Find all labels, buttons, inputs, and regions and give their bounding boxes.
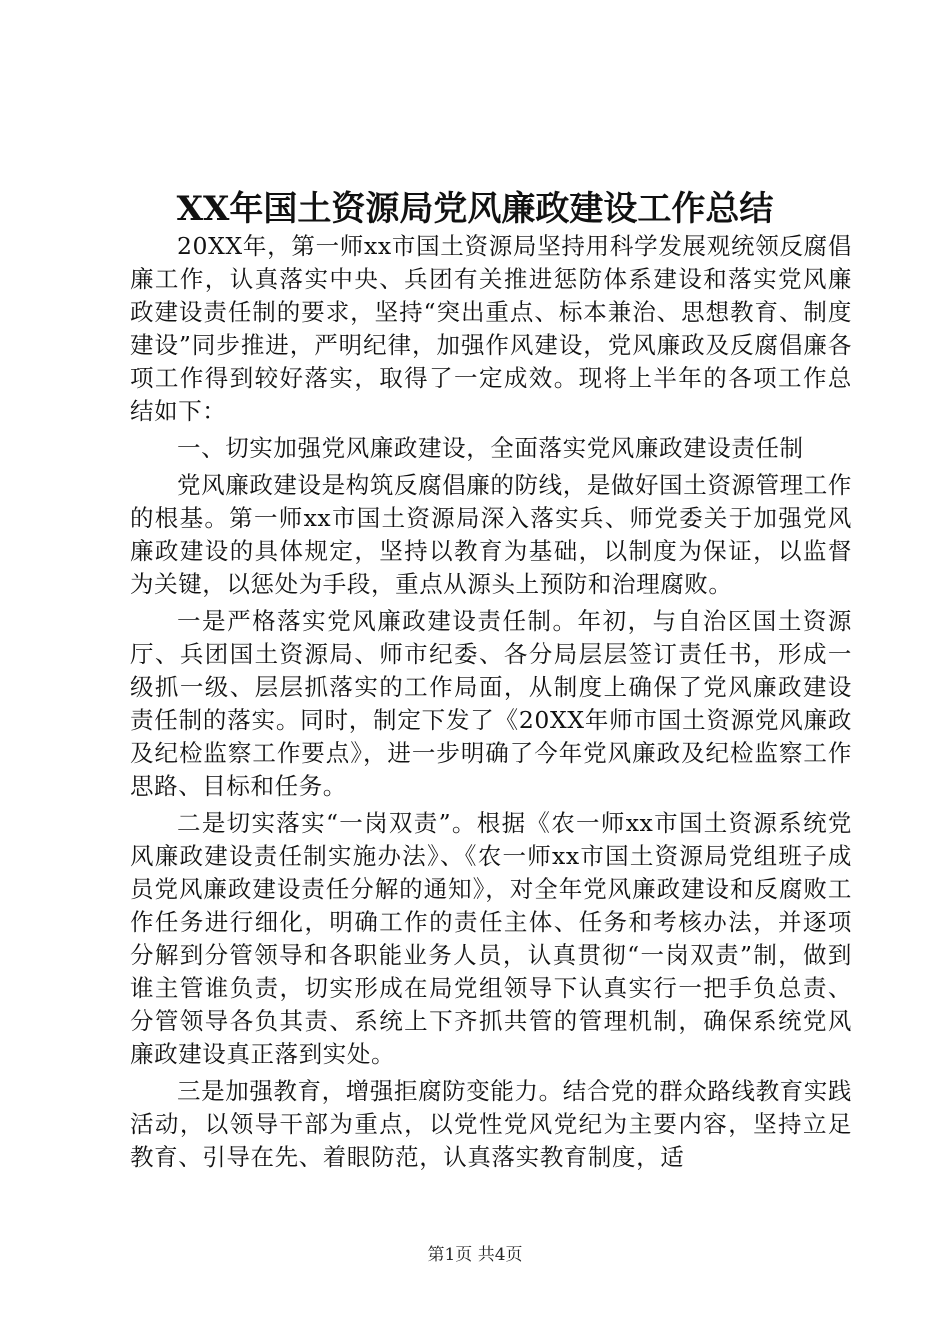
document-title: XX年国土资源局党风廉政建设工作总结 [176, 189, 774, 229]
paragraph-education: 三是加强教育，增强拒腐防变能力。结合党的群众路线教育实践活动，以领导干部为重点，以党性党风党纪为主要内容，坚持立足教育、引导在先、着眼防范，认真落实教育制度，适 [130, 1077, 852, 1171]
section-heading-1: 一、切实加强党风廉政建设，全面落实党风廉政建设责任制 [177, 434, 804, 462]
paragraph-foundation: 党风廉政建设是构筑反腐倡廉的防线，是做好国土资源管理工作的根基。第一师xx市国土资源局深入落实兵、师党委关于加强党风廉政建设的具体规定，坚持以教育为基础，以制度为保证，以监督为关键，以惩处为手段，重点从源头上预防和治理腐败。 [130, 471, 852, 598]
paragraph-intro: 20XX年，第一师xx市国土资源局坚持用科学发展观统领反腐倡廉工作，认真落实中央、兵团有关推进惩防体系建设和落实党风廉政建设责任制的要求，坚持“突出重点、标本兼治、思想教育、制度建设”同步推进，严明纪律，加强作风建设，党风廉政及反腐倡廉各项工作得到较好落实，取得了一定成效。现将上半年的各项工作总结如下： [130, 232, 852, 425]
paragraph-responsibility: 一是严格落实党风廉政建设责任制。年初，与自治区国土资源厅、兵团国土资源局、师市纪委、各分局层层签订责任书，形成一级抓一级、层层抓落实的工作局面，从制度上确保了党风廉政建设责任制的落实。同时，制定下发了《20XX年师市国土资源党风廉政及纪检监察工作要点》，进一步明确了今年党风廉政及纪检监察工作思路、目标和任务。 [130, 607, 852, 800]
paragraph-one-post-two-duties: 二是切实落实“一岗双责”。根据《农一师xx市国土资源系统党风廉政建设责任制实施办法》、《农一师xx市国土资源局党组班子成员党风廉政建设责任分解的通知》，对全年党风廉政建设和反腐败工作任务进行细化，明确工作的责任主体、任务和考核办法，并逐项分解到分管领导和各职能业务人员，认真贯彻“一岗双责”制，做到谁主管谁负责，切实形成在局党组领导下认真实行一把手负总责、分管领导各负其责、系统上下齐抓共管的管理机制，确保系统党风廉政建设真正落到实处。 [130, 809, 852, 1068]
document-body [130, 230, 852, 1178]
page-number-footer: 第1页 共4页 [427, 1245, 523, 1265]
